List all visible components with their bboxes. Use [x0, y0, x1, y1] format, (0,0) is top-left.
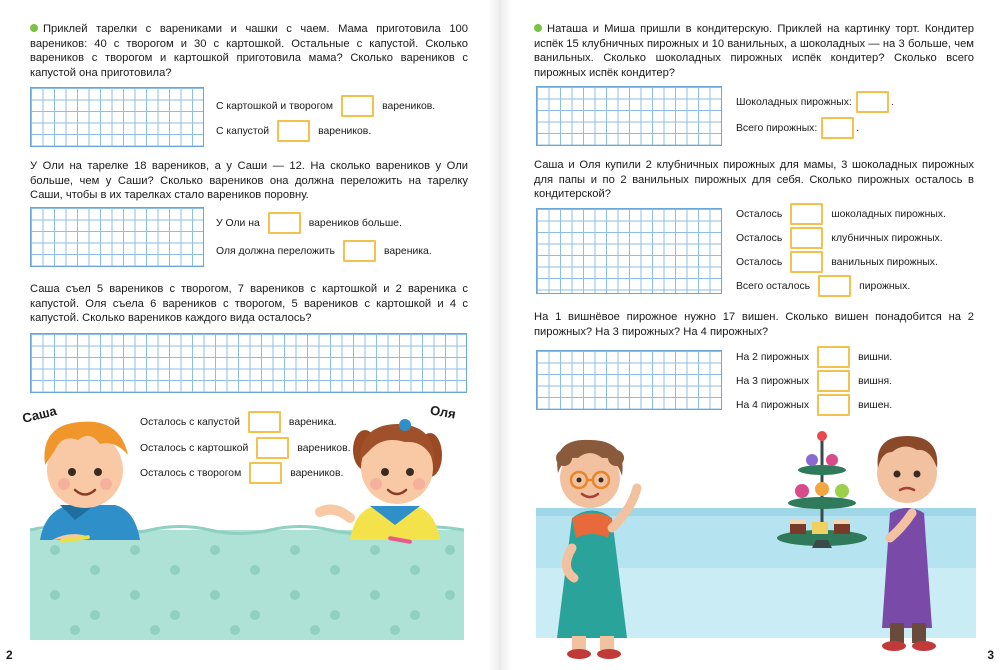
bullet-icon: [534, 24, 542, 32]
task-3-text: Саша съел 5 вареников с творогом, 7 вареников с картошкой и 2 вареника с капустой. Оля съела 6 вареников с творогом, 5 вареников с картошкой и 4 с капустой. Сколько вареников каждого вида осталось?: [30, 283, 468, 325]
answer-line: Осталось с картошкой вареников.: [140, 437, 350, 459]
book-gutter: [488, 0, 512, 670]
answer-line: Всего пирожных: .: [736, 117, 859, 139]
girl-name-label: Оля: [428, 402, 457, 422]
answer-box[interactable]: [790, 227, 823, 249]
left-page: [0, 0, 488, 670]
solution-grid[interactable]: [30, 207, 204, 267]
answer-box[interactable]: [248, 411, 281, 433]
answer-box[interactable]: [268, 212, 301, 234]
task-3-text: На 1 вишнёвое пирожное нужно 17 вишен. Сколько вишен понадобится на 2 пирожных? На 3 пирожных? На 4 пирожных?: [534, 311, 974, 338]
answer-box[interactable]: [277, 120, 310, 142]
task-2-text: Саша и Оля купили 2 клубничных пирожных для мамы, 3 шоколадных пирожных для папы и по 2 ванильных пирожных для себя. Сколько пирожных осталось в кондитерской?: [534, 159, 974, 201]
answer-box[interactable]: [790, 203, 823, 225]
answer-box[interactable]: [341, 95, 374, 117]
page-number: 2: [6, 648, 13, 662]
answer-line: Шоколадных пирожных: .: [736, 91, 894, 113]
answer-line: Всего осталось пирожных.: [736, 275, 910, 297]
page-number: 3: [987, 648, 994, 662]
answer-line: С картошкой и творогом вареников.: [216, 95, 435, 117]
tablecloth: [30, 530, 464, 640]
answer-box[interactable]: [817, 346, 850, 368]
answer-box[interactable]: [343, 240, 376, 262]
solution-grid[interactable]: [30, 333, 467, 393]
solution-grid[interactable]: [536, 208, 722, 294]
answer-line: С капустой вареников.: [216, 120, 371, 142]
bullet-icon: [30, 24, 38, 32]
answer-line: На 3 пирожных вишня.: [736, 370, 892, 392]
answer-box[interactable]: [817, 370, 850, 392]
answer-line: Осталось клубничных пирожных.: [736, 227, 943, 249]
answer-line: На 2 пирожных вишни.: [736, 346, 892, 368]
task-2-text: У Оли на тарелке 18 вареников, а у Саши — 12. На сколько вареников у Оли больше, чем у Саши? Сколько вареников она должна переложить на тарелку Саши, чтобы в их тарелках стало вареников поровну.: [30, 160, 468, 202]
solution-grid[interactable]: [536, 350, 722, 410]
solution-grid[interactable]: [30, 87, 204, 147]
answer-line: На 4 пирожных вишен.: [736, 394, 892, 416]
boy-name-label: Саша: [20, 402, 59, 426]
answer-box[interactable]: [249, 462, 282, 484]
answer-box[interactable]: [821, 117, 854, 139]
answer-line: Осталось с творогом вареников.: [140, 462, 343, 484]
answer-box[interactable]: [818, 275, 851, 297]
answer-line: Осталось с капустой вареника.: [140, 411, 337, 433]
task-1-text: Наташа и Миша пришли в кондитерскую. Приклей на картинку торт. Кондитер испёк 15 клубничных пирожных и 10 ванильных, а шоколадных — на 3 больше, чем ванильных. Сколько шоколадных пирожных испёк кондитер? Сколько всего пирожных испёк кондитер?: [534, 23, 974, 79]
answer-line: Осталось ванильных пирожных.: [736, 251, 938, 273]
answer-line: Оля должна переложить вареника.: [216, 240, 432, 262]
task-1-text: Приклей тарелки с варениками и чашки с чаем. Мама приготовила 100 вареников: 40 с творогом и 30 с картошкой. Остальные с капустой. Сколько вареников с творогом и картошкой приготовила мама? Сколько вареников с капустой она приготовила?: [30, 23, 468, 79]
pastry-shop-illustration: [512, 418, 1000, 668]
answer-box[interactable]: [790, 251, 823, 273]
answer-line: Осталось шоколадных пирожных.: [736, 203, 946, 225]
right-page: [512, 0, 1000, 670]
answer-box[interactable]: [256, 437, 289, 459]
boy-sasha: [40, 422, 140, 543]
answer-line: У Оли на вареников больше.: [216, 212, 402, 234]
solution-grid[interactable]: [536, 86, 722, 146]
answer-box[interactable]: [856, 91, 889, 113]
answer-box[interactable]: [817, 394, 850, 416]
